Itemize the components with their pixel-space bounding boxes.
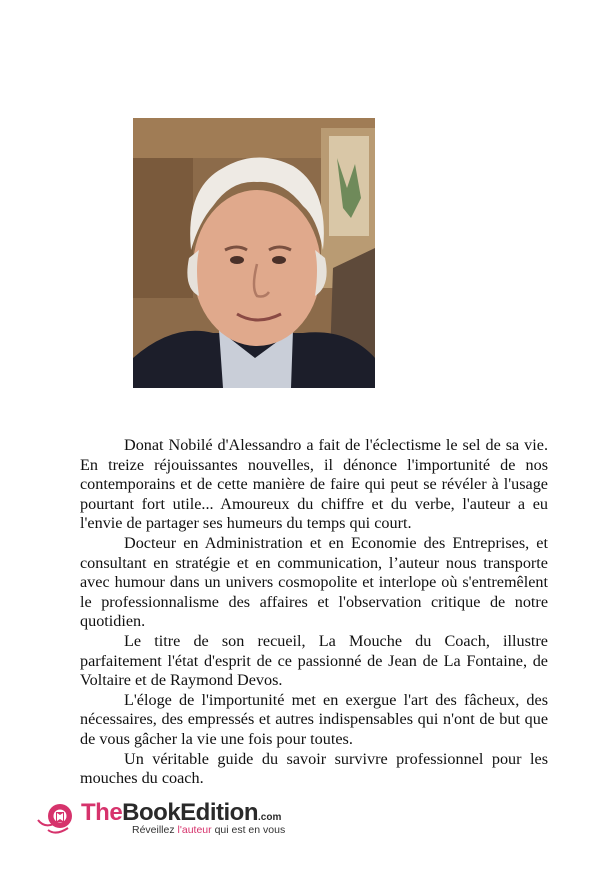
tagline-end: qui est en vous — [211, 824, 286, 836]
bio-paragraph: L'éloge de l'importunité met en exergue l'art des fâcheux, des nécessaires, des empressés et autres indispensables qui n'ont de but que de vous gâcher la vie une fois pour toutes. — [80, 690, 548, 748]
tagline-accent: l'auteur — [177, 824, 212, 836]
brand-prefix: The — [81, 799, 123, 826]
bio-paragraph: Docteur en Administration et en Economie des Entreprises, et consultant en stratégie et en communication, l’auteur nous transporte avec humour dans un univers cosmopolite et interlope où s'entremêlent le professionnalisme des affaires et l'observation critique de notre quotidien. — [80, 533, 548, 631]
publisher-logo — [34, 798, 334, 842]
tagline-start: Réveillez — [132, 824, 178, 836]
brand-main: BookEdition — [122, 799, 258, 826]
author-portrait — [133, 118, 375, 388]
publisher-brand-name — [81, 799, 281, 827]
book-swirl-logo-icon — [34, 798, 76, 838]
brand-suffix: .com — [258, 812, 282, 823]
bio-paragraph: Donat Nobilé d'Alessandro a fait de l'éclectisme le sel de sa vie. En treize réjouissantes nouvelles, il dénonce l'importunité de nos contemporains et de cette manière de faire qui peut se révéler à l'usage pourtant fort utile... Amoureux du chiffre et du verbe, l'auteur a eu l'envie de partager ses humeurs du temps qui court. — [80, 436, 548, 533]
bio-paragraph: Le titre de son recueil, La Mouche du Coach, illustre parfaitement l'état d'esprit de ce passionné de Jean de La Fontaine, de Voltaire et de Raymond Devos. — [80, 631, 548, 690]
bio-paragraph: Un véritable guide du savoir survivre professionnel pour les mouches du coach. — [80, 749, 548, 788]
publisher-tagline — [132, 824, 285, 836]
author-biography — [80, 436, 548, 789]
